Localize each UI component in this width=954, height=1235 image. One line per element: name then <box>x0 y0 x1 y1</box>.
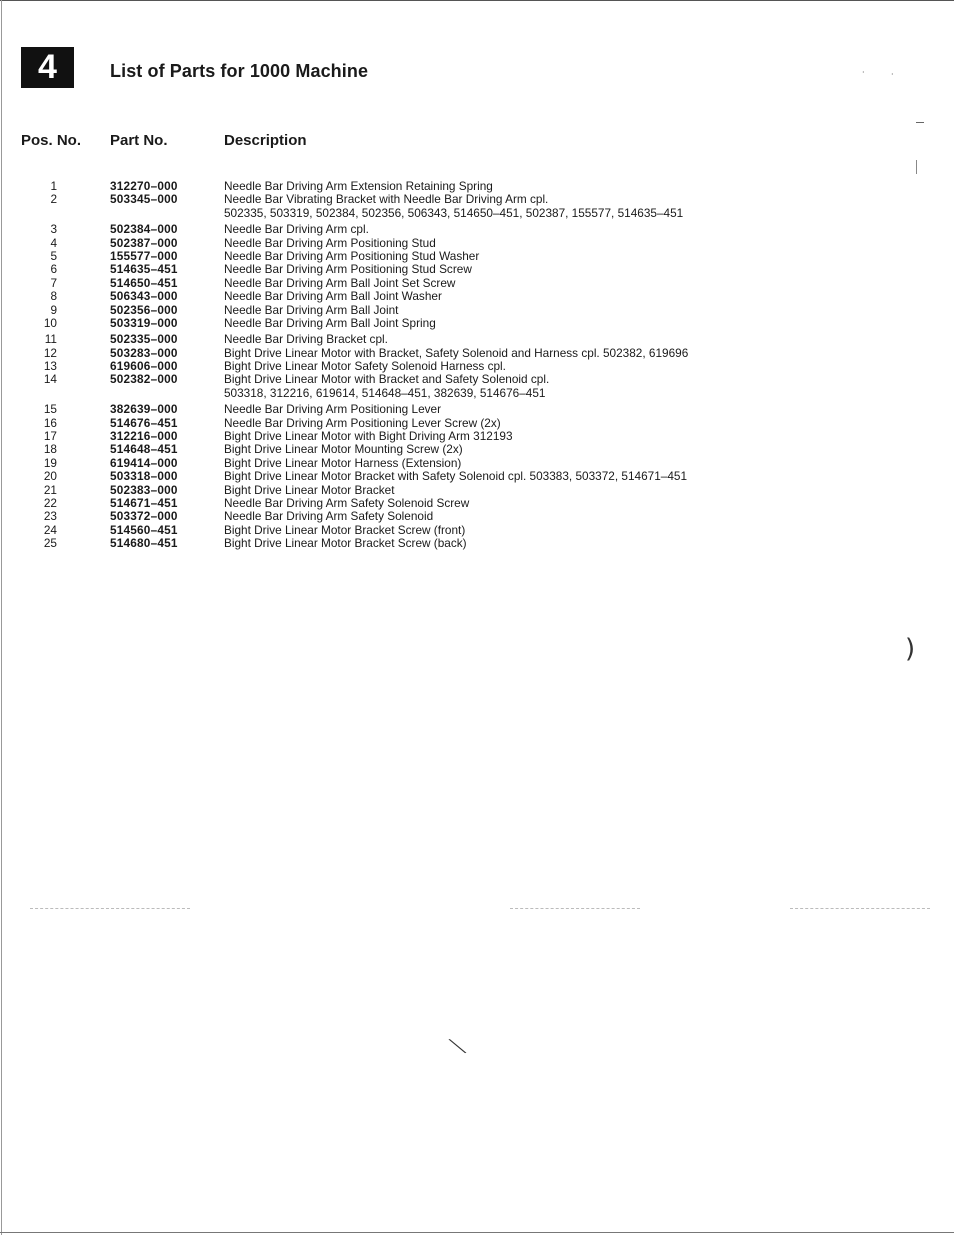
table-row <box>0 373 954 386</box>
pos-no-cell: 4 <box>50 235 57 250</box>
table-row <box>0 290 954 303</box>
part-no-cell: 503283–000 <box>110 345 178 360</box>
table-row <box>0 524 954 537</box>
table-row <box>0 537 954 550</box>
pos-no-cell: 5 <box>50 248 57 263</box>
part-no-cell: 514560–451 <box>110 522 178 537</box>
scan-dotted-line <box>30 908 190 910</box>
description-cell: Needle Bar Driving Arm cpl. <box>224 222 369 237</box>
pos-no-cell: 20 <box>43 469 57 484</box>
table-row <box>0 360 954 373</box>
pos-no-cell: 14 <box>43 372 57 387</box>
part-no-cell: 503372–000 <box>110 509 178 524</box>
table-row <box>0 193 954 206</box>
pos-no-cell: 24 <box>43 522 57 537</box>
parts-list <box>0 180 954 551</box>
description-cell: Bight Drive Linear Motor with Bight Driving Arm 312193 <box>224 429 513 444</box>
description-cell: Needle Bar Driving Arm Safety Solenoid Screw <box>224 495 470 510</box>
table-row <box>0 347 954 360</box>
part-no-cell: 514648–451 <box>110 442 178 457</box>
table-row <box>0 457 954 470</box>
pos-no-cell: 18 <box>43 442 57 457</box>
description-cell: 503318, 312216, 619614, 514648–451, 382639, 514676–451 <box>224 385 546 400</box>
scan-speck: · <box>862 68 865 77</box>
table-row <box>0 443 954 456</box>
pos-no-cell: 6 <box>50 262 57 277</box>
table-row <box>0 263 954 276</box>
description-cell: Needle Bar Driving Arm Ball Joint Washer <box>224 289 442 304</box>
part-no-cell: 502387–000 <box>110 235 178 250</box>
description-cell: Bight Drive Linear Motor Bracket <box>224 482 395 497</box>
pos-no-cell: 1 <box>50 179 57 193</box>
table-row <box>0 250 954 263</box>
scan-dotted-line <box>790 908 930 910</box>
column-header-pos-no: Pos. No. <box>21 132 82 149</box>
description-cell: Bight Drive Linear Motor Bracket Screw (front) <box>224 522 466 537</box>
table-row <box>0 430 954 443</box>
description-cell: Bight Drive Linear Motor Safety Solenoid Harness cpl. <box>224 359 506 374</box>
pos-no-cell: 22 <box>43 495 57 510</box>
page-top-edge <box>0 0 954 1</box>
scan-stroke-mark: ⟍ <box>447 1033 468 1062</box>
part-no-cell: 503319–000 <box>110 315 178 330</box>
description-cell: Needle Bar Driving Arm Positioning Lever <box>224 402 442 417</box>
pos-no-cell: 17 <box>43 429 57 444</box>
table-row <box>0 277 954 290</box>
description-cell: Needle Bar Driving Arm Ball Joint <box>224 302 399 317</box>
scan-tick <box>916 160 917 174</box>
part-no-cell: 514671–451 <box>110 495 178 510</box>
pos-no-cell: 15 <box>43 402 57 417</box>
part-no-cell: 503318–000 <box>110 469 178 484</box>
column-header-description: Description <box>224 132 307 149</box>
description-cell: Needle Bar Driving Arm Ball Joint Set Screw <box>224 275 456 290</box>
part-no-cell: 312270–000 <box>110 179 178 193</box>
description-cell: Bight Drive Linear Motor with Bracket, Safety Solenoid and Harness cpl. 502382, 619696 <box>224 345 689 360</box>
part-no-cell: 502356–000 <box>110 302 178 317</box>
description-cell: Needle Bar Driving Arm Safety Solenoid <box>224 509 434 524</box>
description-cell: Needle Bar Driving Bracket cpl. <box>224 332 388 347</box>
description-cell: Needle Bar Driving Arm Positioning Stud <box>224 235 436 250</box>
page-title: List of Parts for 1000 Machine <box>110 61 369 81</box>
part-no-cell: 502335–000 <box>110 332 178 347</box>
section-number-badge: 4 <box>21 47 74 88</box>
table-row <box>0 317 954 330</box>
pos-no-cell: 12 <box>43 345 57 360</box>
description-cell: Bight Drive Linear Motor Mounting Screw (2x) <box>224 442 463 457</box>
description-cell: Bight Drive Linear Motor with Bracket and Safety Solenoid cpl. <box>224 372 550 387</box>
pos-no-cell: 2 <box>50 192 57 207</box>
description-cell: Bight Drive Linear Motor Harness (Extension) <box>224 455 462 470</box>
pos-no-cell: 3 <box>50 222 57 237</box>
pos-no-cell: 21 <box>43 482 57 497</box>
pos-no-cell: 16 <box>43 415 57 430</box>
table-row <box>0 223 954 236</box>
description-cell: Needle Bar Driving Arm Extension Retaining Spring <box>224 179 493 193</box>
part-no-cell: 619606–000 <box>110 359 178 374</box>
page-bottom-edge <box>0 1232 954 1233</box>
table-row <box>0 333 954 346</box>
table-row <box>0 510 954 523</box>
pos-no-cell: 8 <box>50 289 57 304</box>
part-no-cell: 502382–000 <box>110 372 178 387</box>
part-no-cell: 514650–451 <box>110 275 178 290</box>
table-row <box>0 180 954 193</box>
table-row <box>0 484 954 497</box>
scan-dotted-line <box>510 908 640 910</box>
pos-no-cell: 25 <box>43 536 57 551</box>
description-cell: Needle Bar Driving Arm Positioning Stud Screw <box>224 262 472 277</box>
column-header-part-no: Part No. <box>110 132 168 149</box>
description-cell: Bight Drive Linear Motor Bracket with Safety Solenoid cpl. 503383, 503372, 514671–451 <box>224 469 687 484</box>
table-row <box>0 417 954 430</box>
pos-no-cell: 13 <box>43 359 57 374</box>
part-no-cell: 514676–451 <box>110 415 178 430</box>
description-cell: Bight Drive Linear Motor Bracket Screw (back) <box>224 536 467 551</box>
pos-no-cell: 10 <box>43 315 57 330</box>
scan-speck: · <box>891 70 894 79</box>
part-no-cell: 382639–000 <box>110 402 178 417</box>
pos-no-cell: 11 <box>44 332 57 347</box>
table-row <box>0 207 954 220</box>
part-no-cell: 619414–000 <box>110 455 178 470</box>
part-no-cell: 506343–000 <box>110 289 178 304</box>
description-cell: Needle Bar Driving Arm Positioning Lever Screw (2x) <box>224 415 501 430</box>
description-cell: Needle Bar Driving Arm Positioning Stud Washer <box>224 248 480 263</box>
table-row <box>0 387 954 400</box>
table-row <box>0 237 954 250</box>
pos-no-cell: 9 <box>50 302 57 317</box>
table-row <box>0 470 954 483</box>
pos-no-cell: 19 <box>43 455 57 470</box>
part-no-cell: 502384–000 <box>110 222 178 237</box>
description-cell: Needle Bar Driving Arm Ball Joint Spring <box>224 315 436 330</box>
table-row <box>0 403 954 416</box>
scan-bracket-mark: ) <box>905 634 916 664</box>
description-cell: 502335, 503319, 502384, 502356, 506343, 514650–451, 502387, 155577, 514635–451 <box>224 205 684 220</box>
part-no-cell: 502383–000 <box>110 482 178 497</box>
part-no-cell: 514680–451 <box>110 536 178 551</box>
scan-dash <box>916 122 924 123</box>
part-no-cell: 312216–000 <box>110 429 178 444</box>
part-no-cell: 155577–000 <box>110 248 178 263</box>
table-row <box>0 304 954 317</box>
part-no-cell: 503345–000 <box>110 192 178 207</box>
pos-no-cell: 23 <box>43 509 57 524</box>
table-row <box>0 497 954 510</box>
pos-no-cell: 7 <box>50 275 57 290</box>
description-cell: Needle Bar Vibrating Bracket with Needle Bar Driving Arm cpl. <box>224 192 549 207</box>
part-no-cell: 514635–451 <box>110 262 178 277</box>
